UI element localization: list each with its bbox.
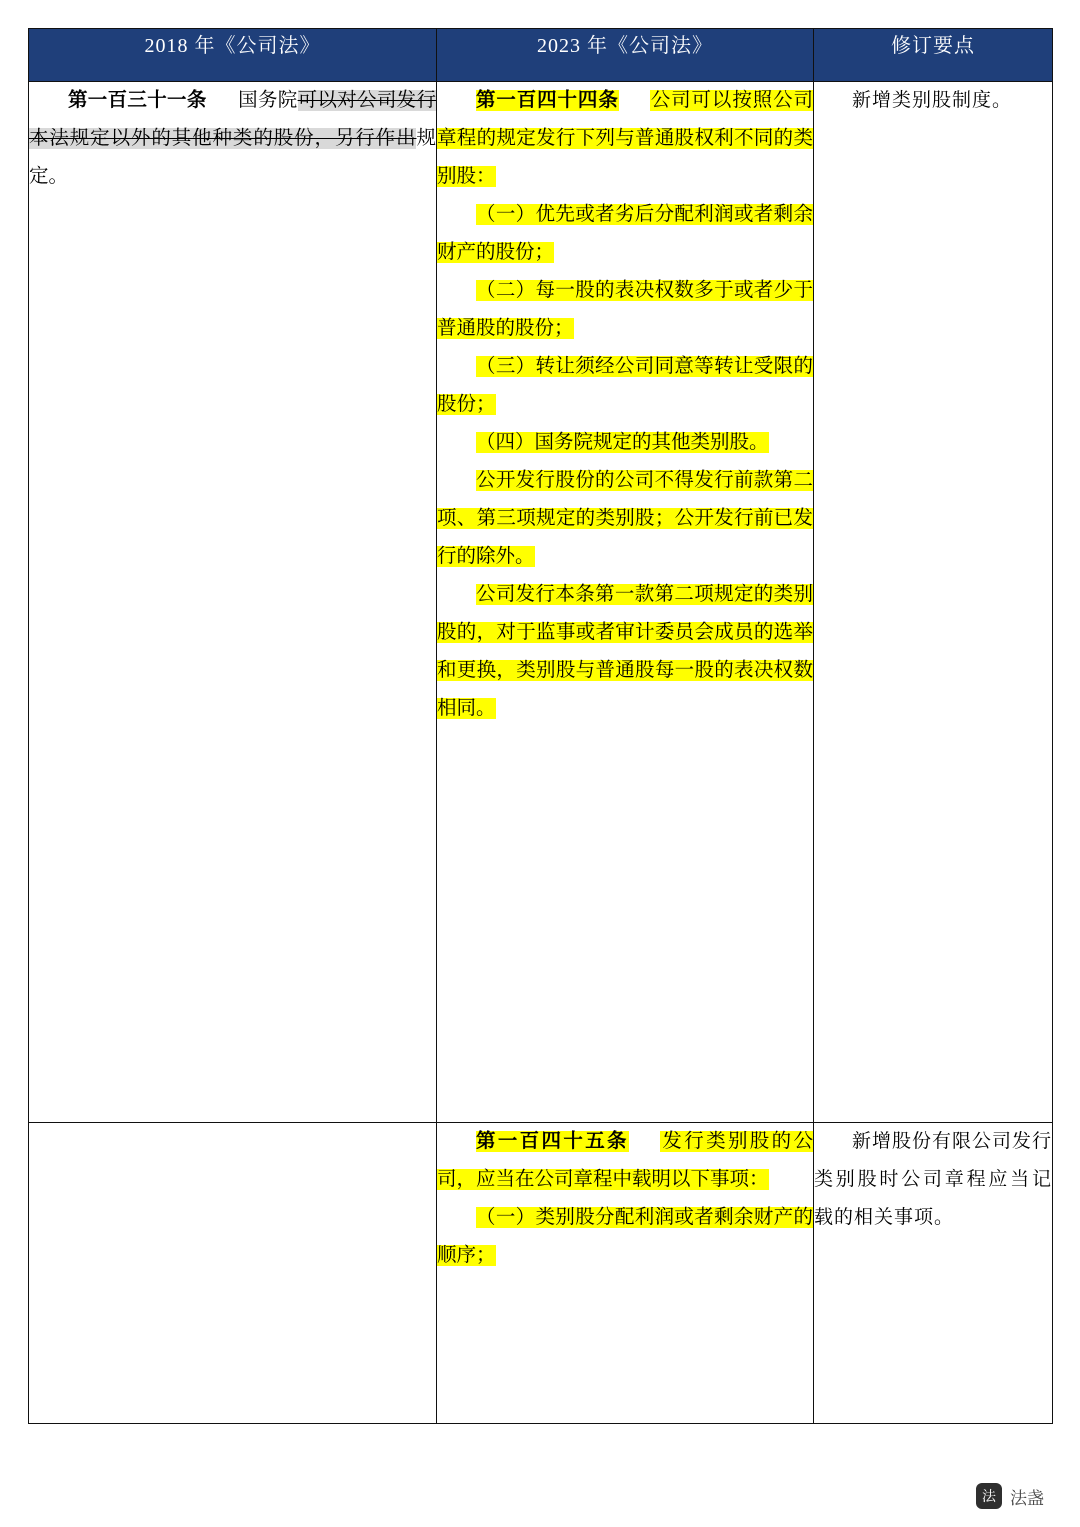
table-row [29, 1123, 1053, 1424]
summary-text-144: 新增类别股制度。 [852, 90, 1013, 111]
table-header-row [29, 29, 1053, 82]
article-number-131: 第一百三十一条 [68, 90, 207, 111]
article-144-item-2: （二）每一股的表决权数多于或者少于普通股的股份； [437, 280, 813, 340]
law-comparison-table [28, 28, 1053, 1424]
column-header-2023: 2023 年《公司法》 [437, 29, 814, 82]
brand-logo-icon: 法 [976, 1483, 1002, 1509]
cell-summary-144 [814, 82, 1053, 1123]
article-131-tail: 规定。 [29, 128, 436, 188]
article-144-para-2: 公开发行股份的公司不得发行前款第二项、第三项规定的类别股；公开发行前已发行的除外。 [437, 470, 813, 568]
cell-2018-article-131 [29, 82, 437, 1123]
article-number-145: 第一百四十五条 [476, 1131, 629, 1152]
cell-2023-article-145 [437, 1123, 814, 1424]
article-145-para-1: 发行类别股的公司，应当在公司章程中载明以下事项： [437, 1131, 813, 1191]
article-144-item-4: （四）国务院规定的其他类别股。 [476, 432, 769, 454]
cell-2018-empty [29, 1123, 437, 1424]
article-144-item-3: （三）转让须经公司同意等转让受限的股份； [437, 356, 813, 416]
column-header-2018: 2018 年《公司法》 [29, 29, 437, 82]
summary-text-145: 新增股份有限公司发行类别股时公司章程应当记载的相关事项。 [814, 1131, 1053, 1228]
article-131-lead: 国务院 [237, 90, 298, 111]
article-145-item-1: （一）类别股分配利润或者剩余财产的顺序； [437, 1207, 813, 1267]
document-page [28, 28, 1052, 1424]
cell-2023-article-144 [437, 82, 814, 1123]
brand-name: 法盏 [1010, 1488, 1044, 1508]
cell-summary-145 [814, 1123, 1053, 1424]
article-144-para-3: 公司发行本条第一款第二项规定的类别股的，对于监事或者审计委员会成员的选举和更换，类别股与普通股每一股的表决权数相同。 [437, 584, 813, 720]
article-131-struck-text: 可以对公司发行本法规定以外的其他种类的股份，另行作出 [29, 90, 436, 150]
article-144-item-1: （一）优先或者劣后分配利润或者剩余财产的股份； [437, 204, 813, 264]
table-row [29, 82, 1053, 1123]
article-number-144: 第一百四十四条 [476, 90, 619, 111]
article-144-para-1: 公司可以按照公司章程的规定发行下列与普通股权利不同的类别股： [437, 90, 813, 188]
column-header-summary: 修订要点 [814, 29, 1053, 82]
footer-watermark [976, 1483, 1044, 1509]
